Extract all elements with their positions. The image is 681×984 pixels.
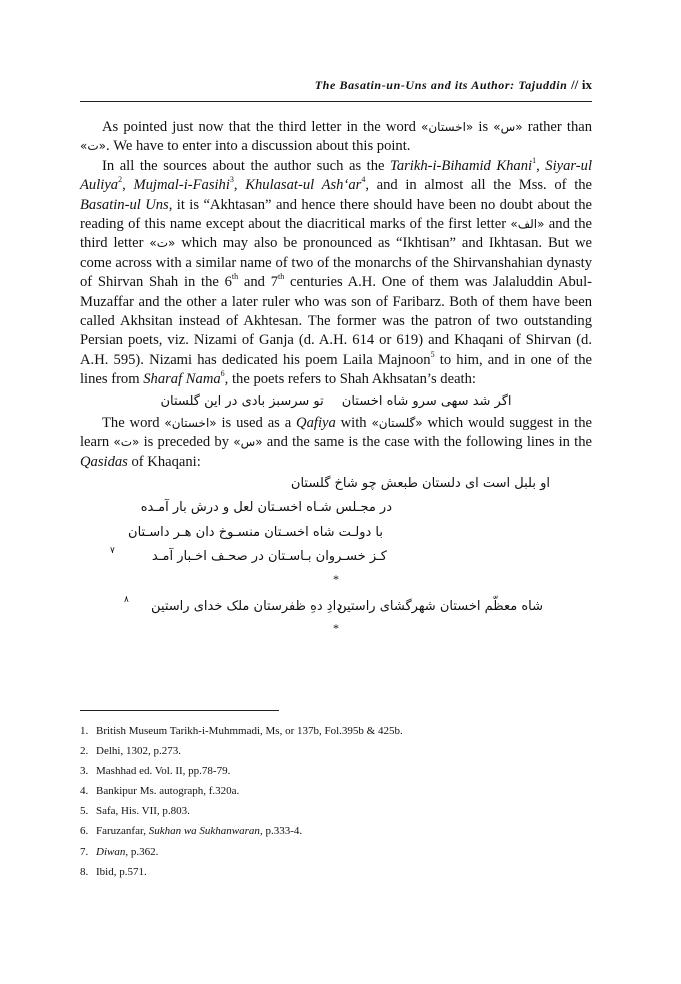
footnote — [80, 801, 592, 821]
verse-line: در مجـلس شـاه اخسـتان لعل و درش بار آمـده — [140, 499, 392, 515]
p3-text: is used as a — [216, 414, 297, 431]
source-title: Mujmal-i-Fasihi — [133, 177, 230, 194]
source-title: Basatin-ul Uns — [80, 196, 169, 213]
source-title: Khulasat-ul Ash‘ar — [245, 177, 362, 194]
footnote — [80, 741, 592, 761]
footnote-text: Safa, His. VII, p.803. — [96, 805, 190, 818]
verse-block — [80, 472, 592, 657]
footnote-number: 8. — [80, 865, 89, 878]
p1-text: is — [473, 119, 494, 135]
footnote-ref: 4 — [361, 175, 366, 185]
arabic-term: «گلستان» — [371, 415, 423, 430]
footnote — [80, 721, 592, 741]
footnote-text: Bankipur Ms. autograph, f.320a. — [96, 785, 240, 798]
page-number: ix — [581, 77, 592, 92]
paragraph-3 — [80, 414, 592, 472]
arabic-term: «ت» — [113, 435, 140, 450]
footnote-ref: 3 — [229, 175, 234, 185]
footnote-ref: ۷ — [110, 545, 115, 556]
running-header — [80, 77, 592, 93]
arabic-term: «ت» — [149, 236, 176, 251]
hemistich: دادِ دهِ ظفرستان ملک خدای راستین — [151, 598, 342, 614]
footnote — [80, 781, 592, 801]
footnote-ref: ۸ — [124, 594, 129, 605]
footnote-text: Faruzanfar, — [96, 825, 149, 838]
paragraph-1 — [80, 118, 592, 157]
p2-text: , and in almost all the Mss. of the — [365, 177, 593, 194]
p3-text: is preceded by — [139, 434, 234, 451]
source-title: Tarikh-i-Bihamid Khani — [390, 157, 533, 174]
p2-text: , it is “Akhtasan” and hence there should have been no doubt about the reading of this name except about the diacritical marks of the first letter — [80, 196, 592, 233]
p2-text: which may also be pronounced as “Ikhtisan” and Ikhtasan. But we come across with a similar name of two of the monarchs of the Shirvanshahian dynasty of Shirvan Shah in the 6 — [80, 235, 592, 291]
footnote-text: Ibid, p.571. — [96, 865, 147, 878]
p2-text: centuries A.H. One of them was Jalaluddin Abul-Muzaffar and the other a later ruler who was son of Faribarz. Both of them have been called Akhsitan instead of Akhtesan. The former was the patron of two outstanding Persian poets, viz. Nizami of Ganja (d. A.H. 614 or 619) and Khaqani of Shirvan (d. A.H. 595). Nizami has dedicated his poem Laila Majnoon — [80, 274, 592, 368]
hemistich: اگر شد سهی سرو شاه اخستان — [341, 393, 512, 409]
verse-line: کـز خسـروان بـاسـتان در صحـف اخـبار آمـد — [151, 548, 387, 564]
p2-text: , the poets refers to Shah Akhsatan’s death: — [224, 371, 476, 388]
footnote-number: 6. — [80, 825, 89, 838]
footnote-text: British Museum Tarikh-i-Muhmmadi, Ms, or 137b, Fol.395b & 425b. — [96, 725, 403, 737]
footnotes — [80, 721, 592, 882]
p2-text: , — [536, 157, 546, 174]
footnote-number: 2. — [80, 745, 89, 758]
source-title: Sharaf Nama — [143, 371, 221, 388]
p1-text: As pointed just now that the third letter in the word — [102, 119, 422, 135]
footnote — [80, 821, 592, 841]
ordinal-suffix: th — [231, 272, 239, 282]
arabic-term: «ت» — [80, 139, 106, 154]
main-text — [80, 118, 592, 657]
p3-text: with — [335, 414, 372, 431]
paragraph-2 — [80, 157, 592, 390]
p3-text: of Khaqani: — [127, 453, 201, 470]
separator-star: * — [333, 571, 339, 586]
footnote-ref: 5 — [430, 350, 435, 360]
arabic-term: «س» — [493, 120, 523, 134]
footnote-number: 4. — [80, 785, 89, 798]
footnote-title: Diwan — [96, 845, 126, 858]
header-separator: // — [571, 77, 579, 92]
p1-text: rather than — [522, 119, 593, 135]
source-title: Siyar-ul Auliya — [80, 157, 593, 194]
running-title: The Basatin-un-Uns and its Author: Tajuddin — [314, 78, 568, 92]
arabic-term: «اخستان» — [164, 415, 217, 430]
hemistich: تو سرسبز بادی در این گلستان — [160, 393, 324, 409]
footnote-number: 5. — [80, 805, 89, 818]
arabic-term: «س» — [233, 435, 263, 450]
footnote-rule — [80, 710, 279, 711]
footnote — [80, 862, 592, 882]
p2-text: , — [233, 177, 246, 194]
verse-line: با دولـت شاه اخسـتان منسـوخ دان هـر داسـتان — [128, 524, 383, 540]
italic-term: Qasidas — [80, 453, 128, 470]
header-rule — [80, 101, 592, 102]
footnote-number: 7. — [80, 845, 89, 858]
footnote-number: 1. — [80, 725, 89, 737]
p2-text: and 7 — [238, 274, 279, 291]
footnote — [80, 761, 592, 781]
footnote-title: Sukhan wa Sukhanwaran — [148, 825, 260, 838]
arabic-term: «الف» — [510, 217, 545, 232]
footnote-text: Delhi, 1302, p.273. — [96, 745, 181, 758]
p2-text: In all the sources about the author such as the — [102, 157, 391, 174]
p2-text: , — [122, 177, 134, 194]
p3-text: which would suggest in the learn — [80, 414, 592, 451]
footnote-number: 3. — [80, 765, 89, 778]
footnote-ref: 6 — [220, 369, 225, 379]
ordinal-suffix: th — [278, 272, 285, 282]
footnote — [80, 842, 592, 862]
p2-text: and the third letter — [80, 216, 592, 252]
hemistich: شاه معظّم اخستان شهرگشای راستین — [337, 598, 543, 614]
p1-text: . We have to enter into a discussion about this point. — [105, 138, 411, 155]
footnote-ref: 1 — [532, 155, 537, 165]
arabic-term: «اخستان» — [421, 120, 474, 134]
p3-text: and the same is the case with the following lines in the — [262, 434, 592, 451]
p3-text: The word — [102, 414, 165, 431]
separator-star: * — [333, 620, 339, 635]
p2-text: to him, and in one of the lines from — [80, 351, 592, 388]
footnote-text: Mashhad ed. Vol. II, pp.78-79. — [96, 765, 231, 778]
footnote-text: , p.362. — [125, 845, 159, 858]
verse-line: او بلبل است ای دلستان طبعش چو شاخ گلستان — [290, 475, 550, 491]
italic-term: Qafiya — [296, 414, 336, 431]
footnote-text: , p.333-4. — [259, 825, 303, 838]
verse-couplet — [80, 391, 592, 412]
footnote-ref: 2 — [118, 175, 123, 185]
